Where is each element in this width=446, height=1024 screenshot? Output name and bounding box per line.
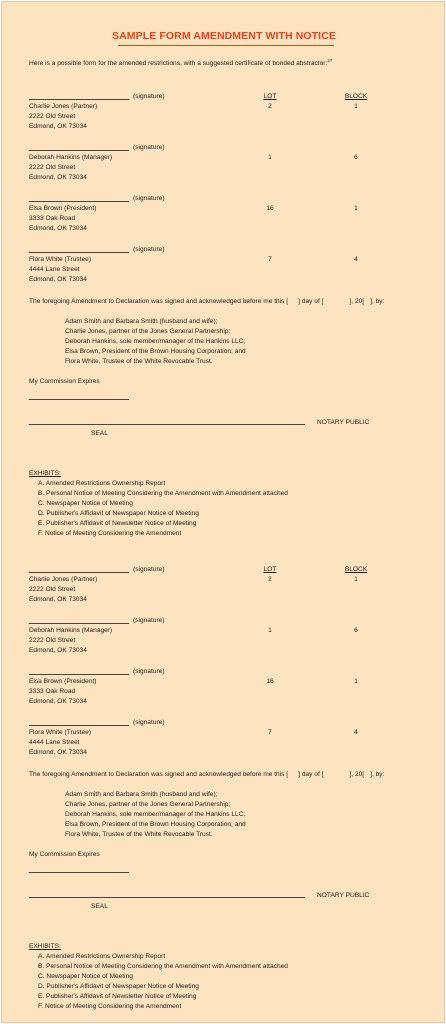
- block-column-header: BLOCK: [344, 566, 368, 573]
- signature-line[interactable]: [29, 572, 129, 573]
- ack-text-d: ], by:: [370, 771, 385, 778]
- signature-label: (signature): [133, 246, 165, 253]
- ack-text-a: The foregoing Amendment to Declaration was signed and acknowledged before me this [: [29, 771, 289, 778]
- footnote-marker: 27: [327, 58, 333, 63]
- signer-lot: 1: [268, 154, 272, 161]
- signer-lot: 7: [268, 729, 272, 736]
- signer-address-line2: Edmond, OK 73034: [29, 225, 87, 232]
- exhibits-list: [38, 479, 288, 539]
- ack-text-a: The foregoing Amendment to Declaration was signed and acknowledged before me this [: [29, 298, 289, 305]
- signer-address-line1: 3333 Oak Road: [29, 215, 76, 222]
- acknowledgment-sentence: [29, 770, 384, 780]
- exhibit-item: C. Newspaper Notice of Meeting: [38, 500, 133, 507]
- block-column-header: BLOCK: [344, 93, 368, 100]
- signature-line[interactable]: [29, 150, 129, 151]
- signature-line[interactable]: [29, 623, 129, 624]
- signer-address-line2: Edmond, OK 73034: [29, 123, 87, 130]
- signer-name: Charlie Jones (Partner): [29, 576, 98, 583]
- seal-label: SEAL: [91, 430, 108, 437]
- exhibit-item: F. Notice of Meeting Considering the Amendment: [38, 530, 182, 537]
- signature-label: (signature): [133, 668, 165, 675]
- acknowledgment-sentence: [29, 297, 384, 307]
- signer-address-line1: 4444 Lane Street: [29, 266, 80, 273]
- exhibit-item: A. Amended Restrictions Ownership Report: [38, 480, 166, 487]
- notary-signature-line[interactable]: [29, 424, 305, 425]
- signature-label: (signature): [133, 195, 165, 202]
- signer-name: Deborah Hankins (Manager): [29, 627, 113, 634]
- parties-list: [65, 790, 246, 840]
- exhibit-item: A. Amended Restrictions Ownership Report: [38, 953, 166, 960]
- signer-name: Flora White (Trustee): [29, 256, 92, 263]
- signature-line[interactable]: [29, 201, 129, 202]
- exhibit-item: D. Publisher's Affidavit of Newspaper Notice of Meeting: [38, 510, 199, 517]
- signer-address-line1: 3333 Oak Road: [29, 688, 76, 695]
- exhibit-item: F. Notice of Meeting Considering the Amendment: [38, 1003, 182, 1010]
- ack-text-d: ], by:: [370, 298, 385, 305]
- ack-text-c: ], 20[: [349, 298, 365, 305]
- notary-public-label: NOTARY PUBLIC: [317, 419, 370, 426]
- signer-name: Charlie Jones (Partner): [29, 103, 98, 110]
- exhibit-item: E. Publisher's Affidavit of Newsletter Notice of Meeting: [38, 993, 197, 1000]
- signer-lot: 16: [266, 678, 274, 685]
- party-item: Adam Smith and Barbara Smith (husband and wife);: [65, 318, 218, 325]
- exhibits-heading: EXHIBITS:: [29, 943, 61, 950]
- ack-text-c: ], 20[: [349, 771, 365, 778]
- signer-address-line2: Edmond, OK 73034: [29, 596, 87, 603]
- signer-lot: 16: [266, 205, 274, 212]
- signature-line[interactable]: [29, 99, 129, 100]
- signer-block: 6: [354, 154, 358, 161]
- signer-address-line1: 2222 Old Street: [29, 586, 76, 593]
- party-item: Elsa Brown, President of the Brown Housing Corporation; and: [65, 348, 246, 355]
- title-underline: [118, 45, 334, 46]
- signature-line[interactable]: [29, 252, 129, 253]
- notary-signature-line[interactable]: [29, 897, 305, 898]
- intro-paragraph: Here is a possible form for the amended restrictions, with a suggested certificate of bonded abstractor:$^{27}$: [29, 58, 333, 68]
- party-item: Adam Smith and Barbara Smith (husband and wife);: [65, 791, 218, 798]
- signer-address-line1: 4444 Lane Street: [29, 739, 80, 746]
- signer-address-line1: 2222 Old Street: [29, 637, 76, 644]
- signer-name: Elsa Brown (President): [29, 678, 97, 685]
- signer-block: 6: [354, 627, 358, 634]
- signer-address-line1: 2222 Old Street: [29, 113, 76, 120]
- ack-text-b: ] day of [: [298, 298, 324, 305]
- commission-date-line[interactable]: [29, 399, 129, 400]
- notary-public-label: NOTARY PUBLIC: [317, 892, 370, 899]
- signer-name: Elsa Brown (President): [29, 205, 97, 212]
- signer-address-line2: Edmond, OK 73034: [29, 174, 87, 181]
- signer-lot: 2: [268, 103, 272, 110]
- signer-block: 4: [354, 729, 358, 736]
- signer-lot: 2: [268, 576, 272, 583]
- lot-column-header: LOT: [263, 93, 277, 100]
- party-item: Elsa Brown, President of the Brown Housing Corporation; and: [65, 821, 246, 828]
- ack-text-b: ] day of [: [298, 771, 324, 778]
- signature-label: (signature): [133, 93, 165, 100]
- signer-address-line1: 2222 Old Street: [29, 164, 76, 171]
- commission-expires-label: My Commission Expires: [29, 851, 100, 858]
- signature-line[interactable]: [29, 725, 129, 726]
- party-item: Charlie Jones, partner of the Jones General Partnership;: [65, 328, 231, 335]
- commission-date-line[interactable]: [29, 872, 129, 873]
- exhibit-item: B. Personal Notice of Meeting Considering the Amendment with Amendment attached: [38, 490, 288, 497]
- signer-block: 1: [354, 678, 358, 685]
- seal-label: SEAL: [91, 903, 108, 910]
- party-item: Flora White, Trustee of the White Revocable Trust.: [65, 831, 213, 838]
- signer-block: 1: [354, 576, 358, 583]
- party-item: Flora White, Trustee of the White Revocable Trust.: [65, 358, 213, 365]
- signer-block: 1: [354, 103, 358, 110]
- signer-block: 1: [354, 205, 358, 212]
- signer-lot: 1: [268, 627, 272, 634]
- exhibit-item: C. Newspaper Notice of Meeting: [38, 973, 133, 980]
- signer-address-line2: Edmond, OK 73034: [29, 698, 87, 705]
- signer-address-line2: Edmond, OK 73034: [29, 749, 87, 756]
- signer-address-line2: Edmond, OK 73034: [29, 276, 87, 283]
- party-item: Charlie Jones, partner of the Jones General Partnership;: [65, 801, 231, 808]
- document-page: [1, 1, 445, 1023]
- exhibit-item: E. Publisher's Affidavit of Newsletter Notice of Meeting: [38, 520, 197, 527]
- exhibit-item: D. Publisher's Affidavit of Newspaper Notice of Meeting: [38, 983, 199, 990]
- exhibits-list: [38, 952, 288, 1012]
- exhibit-item: B. Personal Notice of Meeting Considering the Amendment with Amendment attached: [38, 963, 288, 970]
- signature-label: (signature): [133, 566, 165, 573]
- document-title: SAMPLE FORM AMENDMENT WITH NOTICE: [112, 30, 336, 42]
- parties-list: [65, 317, 246, 367]
- signer-name: Deborah Hankins (Manager): [29, 154, 113, 161]
- exhibits-heading: EXHIBITS:: [29, 470, 61, 477]
- signer-lot: 7: [268, 256, 272, 263]
- signature-label: (signature): [133, 617, 165, 624]
- signer-block: 4: [354, 256, 358, 263]
- signer-address-line2: Edmond, OK 73034: [29, 647, 87, 654]
- signer-name: Flora White (Trustee): [29, 729, 92, 736]
- lot-column-header: LOT: [263, 566, 277, 573]
- commission-expires-label: My Commission Expires: [29, 378, 100, 385]
- signature-line[interactable]: [29, 674, 129, 675]
- party-item: Deborah Hankins, sole member/manager of the Hankins LLC;: [65, 811, 246, 818]
- signature-label: (signature): [133, 719, 165, 726]
- party-item: Deborah Hankins, sole member/manager of the Hankins LLC;: [65, 338, 246, 345]
- signature-label: (signature): [133, 144, 165, 151]
